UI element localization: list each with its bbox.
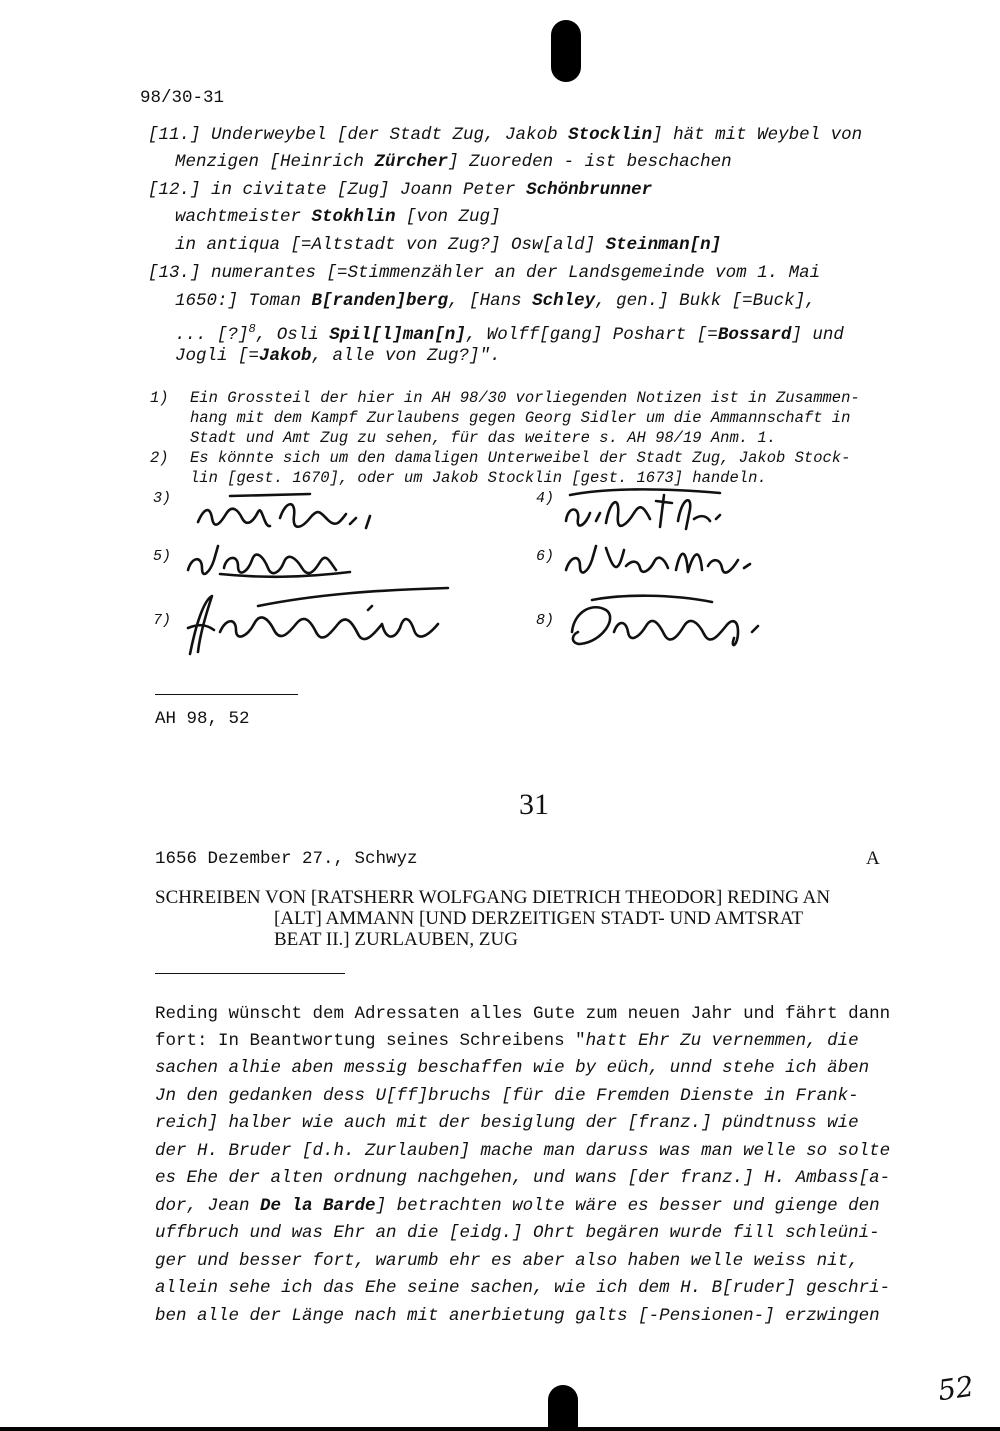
entry-text: ] Zuoreden - ist beschachen [448,152,732,172]
entry-13-line-2 [175,291,816,311]
entry-13-line-3 [175,319,844,345]
body-line-10: ger und besser fort, warumb ehr es aber also haben welle weiss nit, [155,1251,859,1271]
footnote-1-line-3: Stadt und Amt Zug zu sehen, für das weitere s. AH 98/19 Anm. 1. [190,429,776,447]
entry-12-line-2 [175,207,501,227]
body-quote: hatt Ehr Zu vernemmen, die [585,1031,859,1051]
entry-text: , gen.] Bukk [=Buck], [595,291,816,311]
entry-text: ] hät mit Weybel von [652,125,863,145]
signature-5-label: 5) [153,548,172,565]
body-line-9: uffbruch und was Ehr an die [eidg.] Ohrt begären wurde fill schleüni- [155,1223,880,1243]
entry-text: [von Zug] [395,207,501,227]
entry-11-line-2 [175,152,732,172]
punch-hole-top [551,20,581,82]
signature-3-label: 3) [153,490,172,507]
footnote-2-line-1: Es könnte sich um den damaligen Unterweibel der Stadt Zug, Jakob Stock- [190,449,851,467]
entry-name: Spil[l]man[n] [329,324,466,345]
body-text: dor, Jean [155,1196,261,1216]
body-line-5: reich] halber wie auch mit der besiglung der [franz.] pündtnuss wie [155,1113,859,1133]
entry-name: Steinman[n] [605,235,722,255]
body-line-12: ben alle der Länge nach mit anerbietung galts [-Pensionen-] erzwingen [155,1306,880,1326]
entry-name: Stocklin [568,125,653,145]
entry-text: in antiqua [=Altstadt von Zug?] Osw[ald] [175,235,606,255]
body-line-4: Jn den gedanken dess U[ff]bruchs [für die Fremden Dienste in Frank- [155,1086,859,1106]
document-title-line-2: [ALT] AMMANN [UND DERZEITIGEN STADT- UND AMTSRAT [274,908,804,929]
entry-text: , [Hans [448,291,533,311]
entry-name: Jakob [259,346,312,366]
body-line-8 [155,1196,880,1216]
entry-name: Schönbrunner [526,180,653,200]
signature-4-image [560,485,740,542]
entry-text: [13.] numerantes [=Stimmenzähler an der Landsgemeinde vom 1. Mai [148,263,821,283]
footnote-1-line-1: Ein Grossteil der hier in AH 98/30 vorliegenden Notizen ist in Zusammen- [190,389,860,407]
body-line-1: Reding wünscht dem Adressaten alles Gute zum neuen Jahr und fährt dann [155,1004,891,1024]
entry-text: [11.] Underweybel [der Stadt Zug, Jakob [148,125,569,145]
body-line-3: sachen alhie aben messig beschaffen wie by eüch, unnd stehe ich äben [155,1058,870,1078]
body-line-2 [155,1031,859,1051]
entry-12-line-1 [148,180,652,200]
entry-text: wachtmeister [175,207,312,227]
body-line-6: der H. Bruder [d.h. Zurlauben] mache man daruss was man welle so solte [155,1141,891,1161]
body-text: fort: In Beantwortung seines Schreibens " [155,1031,586,1051]
bottom-edge-line [0,1427,1000,1431]
document-date-place: 1656 Dezember 27., Schwyz [155,849,418,869]
body-line-11: allein sehe ich das Ehe seine sachen, wie ich dem H. B[ruder] geschri- [155,1278,891,1298]
source-reference: AH 98, 52 [155,709,250,729]
signature-8-label: 8) [536,612,555,629]
entry-13-line-1 [148,263,820,283]
signature-7-label: 7) [153,612,172,629]
document-title-line-1: SCHREIBEN VON [RATSHERR WOLFGANG DIETRICH THEODOR] REDING AN [155,887,831,908]
signature-5-image [180,538,360,587]
footnote-1-number: 1) [150,389,169,407]
entry-text: Menzigen [Heinrich [175,152,375,172]
footnote-1-line-2: hang mit dem Kampf Zurlaubens gegen Georg Sidler um die Ammannschaft in [190,409,851,427]
handwritten-page-number: 52 [935,1369,976,1408]
body-name: De la Barde [260,1196,376,1216]
entry-name: Stokhlin [311,207,396,227]
signature-6-label: 6) [536,548,555,565]
document-number: 31 [519,788,549,821]
entry-name: B[randen]berg [311,291,449,311]
entry-text: [12.] in civitate [Zug] Joann Peter [148,180,527,200]
signature-6-image [560,536,770,587]
document-category-letter: A [866,848,880,869]
entry-text: ... [?] [175,324,249,345]
signature-7-image [178,584,468,665]
entry-text: ] und [791,324,844,345]
entry-13-line-4 [175,346,501,366]
signature-3-image [190,488,390,543]
entry-text: , Wolff[gang] Poshart [= [465,324,718,345]
source-rule [155,694,298,695]
entry-11-line-1 [148,125,862,145]
entry-text: , Osli [255,324,330,345]
footnote-marker: 8 [248,322,256,336]
body-line-7: es Ehe der alten ordnung nachgehen, und wans [der franz.] H. Ambass[a- [155,1168,891,1188]
entry-name: Zürcher [374,152,449,172]
entry-text: Jogli [= [175,346,260,366]
footnote-2-line-2: lin [gest. 1670], oder um Jakob Stocklin [gest. 1673] handeln. [190,469,767,487]
punch-hole-bottom [548,1385,578,1431]
entry-name: Bossard [717,324,792,345]
entry-12-line-3 [175,235,721,255]
entry-text: , alle von Zug?]". [311,346,501,366]
document-title-line-3: BEAT II.] ZURLAUBEN, ZUG [274,929,518,950]
entry-text: 1650:] Toman [175,291,312,311]
signature-4-label: 4) [536,490,555,507]
body-text: ] betrachten wolte wäre es besser und gienge den [375,1196,880,1216]
document-reference: 98/30-31 [140,88,225,108]
footnote-2-number: 2) [150,449,169,467]
entry-name: Schley [532,291,596,311]
title-rule [155,973,345,974]
signature-8-image [562,592,782,659]
